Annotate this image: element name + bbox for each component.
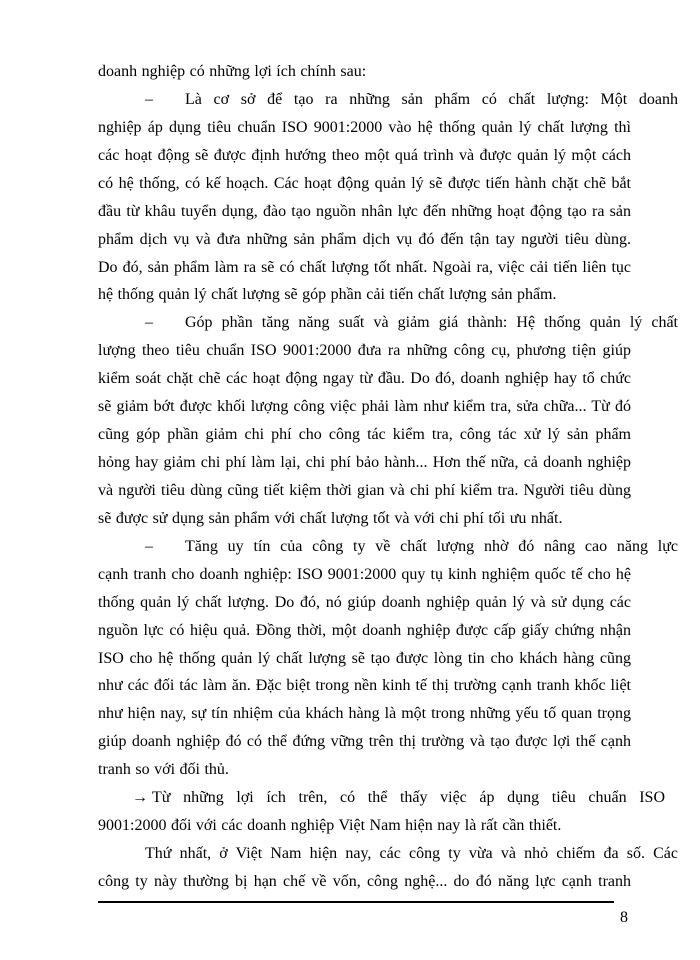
bullet-line (98, 537, 678, 557)
text-line: các hoạt động sẽ được định hướng theo một quá trình và được quản lý một cách (98, 147, 631, 164)
text-line: tranh so với đối thủ. (98, 761, 229, 778)
text-line: sẽ được sử dụng sản phẩm với chất lượng tốt và với chi phí tối ưu nhất. (98, 510, 563, 527)
text-line: cạnh tranh cho doanh nghiệp: ISO 9001:2000 quy tụ kinh nghiệm quốc tế cho hệ (98, 566, 631, 583)
text-line: lượng theo tiêu chuẩn ISO 9001:2000 đưa ra những công cụ, phương tiện giúp (98, 342, 631, 359)
text-line: đầu từ khâu tuyển dụng, đào tạo nguồn nhân lực đến những hoạt động tạo ra sản (98, 203, 631, 220)
bullet-text: Góp phần tăng năng suất và giảm giá thành: Hệ thống quản lý chất (185, 314, 678, 331)
bullet-text: Tăng uy tín của công ty về chất lượng nhờ đó nâng cao năng lực (185, 538, 678, 555)
text-line: có hệ thống, có kế hoạch. Các hoạt động quản lý sẽ được tiến hành chặt chẽ bắt (98, 175, 631, 192)
text-line: nguồn lực có hiệu quả. Đồng thời, một doanh nghiệp được cấp giấy chứng nhận (98, 622, 631, 639)
text-line: Thứ nhất, ở Việt Nam hiện nay, các công ty vừa và nhỏ chiếm đa số. Các (145, 845, 678, 862)
text-line: kiểm soát chặt chẽ các hoạt động ngay từ đầu. Do đó, doanh nghiệp hay tổ chức (98, 370, 631, 387)
text-line: hỏng hay giảm chi phí làm lại, chi phí bảo hành... Hơn thế nữa, cả doanh nghiệp (98, 454, 631, 471)
text-line: cũng góp phần giảm chi phí cho công tác kiểm tra, công tác xử lý sản phẩm (98, 426, 631, 443)
bullet-line (98, 313, 678, 333)
text-line: và người tiêu dùng cũng tiết kiệm thời gian và chi phí kiểm tra. Người tiêu dùng (98, 482, 631, 499)
dash-bullet: – (145, 314, 153, 331)
text-line: giúp doanh nghiệp đó có thể đứng vững trên thị trường và tạo được lợi thế cạnh (98, 733, 631, 750)
text-line: nghiệp áp dụng tiêu chuẩn ISO 9001:2000 vào hệ thống quản lý chất lượng thì (98, 119, 631, 136)
text-line: thống quản lý chất lượng. Do đó, nó giúp doanh nghiệp quản lý và sử dụng các (98, 594, 631, 611)
dash-bullet: – (145, 91, 153, 108)
text-line: như các đối tác làm ăn. Đặc biệt trong nền kinh tế thị trường cạnh tranh khốc liệt (98, 677, 631, 694)
bullet-line (98, 90, 678, 110)
dash-bullet: – (145, 538, 153, 555)
text-line: doanh nghiệp có những lợi ích chính sau: (98, 63, 367, 80)
text-line: hệ thống quản lý chất lượng sẽ góp phần cải tiến chất lượng sản phẩm. (98, 286, 557, 303)
text-line: công ty này thường bị hạn chế về vốn, công nghệ... do đó năng lực cạnh tranh (98, 873, 631, 890)
text-line: phẩm dịch vụ và đưa những sản phẩm dịch vụ đó đến tận tay người tiêu dùng. (98, 231, 631, 248)
bullet-text: Là cơ sở để tạo ra những sản phẩm có chất lượng: Một doanh (185, 91, 678, 108)
text-line: 9001:2000 đối với các doanh nghiệp Việt Nam hiện nay là rất cần thiết. (98, 817, 562, 834)
text-line: ISO cho hệ thống quản lý chất lượng sẽ tạo được lòng tin cho khách hàng cũng (98, 650, 631, 667)
text-line: như hiện nay, sự tín nhiệm của khách hàng là một trong những yếu tố quan trọng (98, 705, 631, 722)
arrow-line (98, 788, 665, 808)
text-line: sẽ giảm bớt được khối lượng công việc phải làm như kiểm tra, sửa chữa... Từ đó (98, 398, 631, 415)
footer-rule (98, 901, 614, 903)
page-number: 8 (620, 909, 628, 926)
text-line: Do đó, sản phẩm làm ra sẽ có chất lượng tốt nhất. Ngoài ra, việc cải tiến liên tục (98, 259, 631, 276)
arrow-text: Từ những lợi ích trên, có thể thấy việc áp dụng tiêu chuẩn ISO (152, 789, 665, 806)
arrow-bullet: → (132, 789, 148, 806)
